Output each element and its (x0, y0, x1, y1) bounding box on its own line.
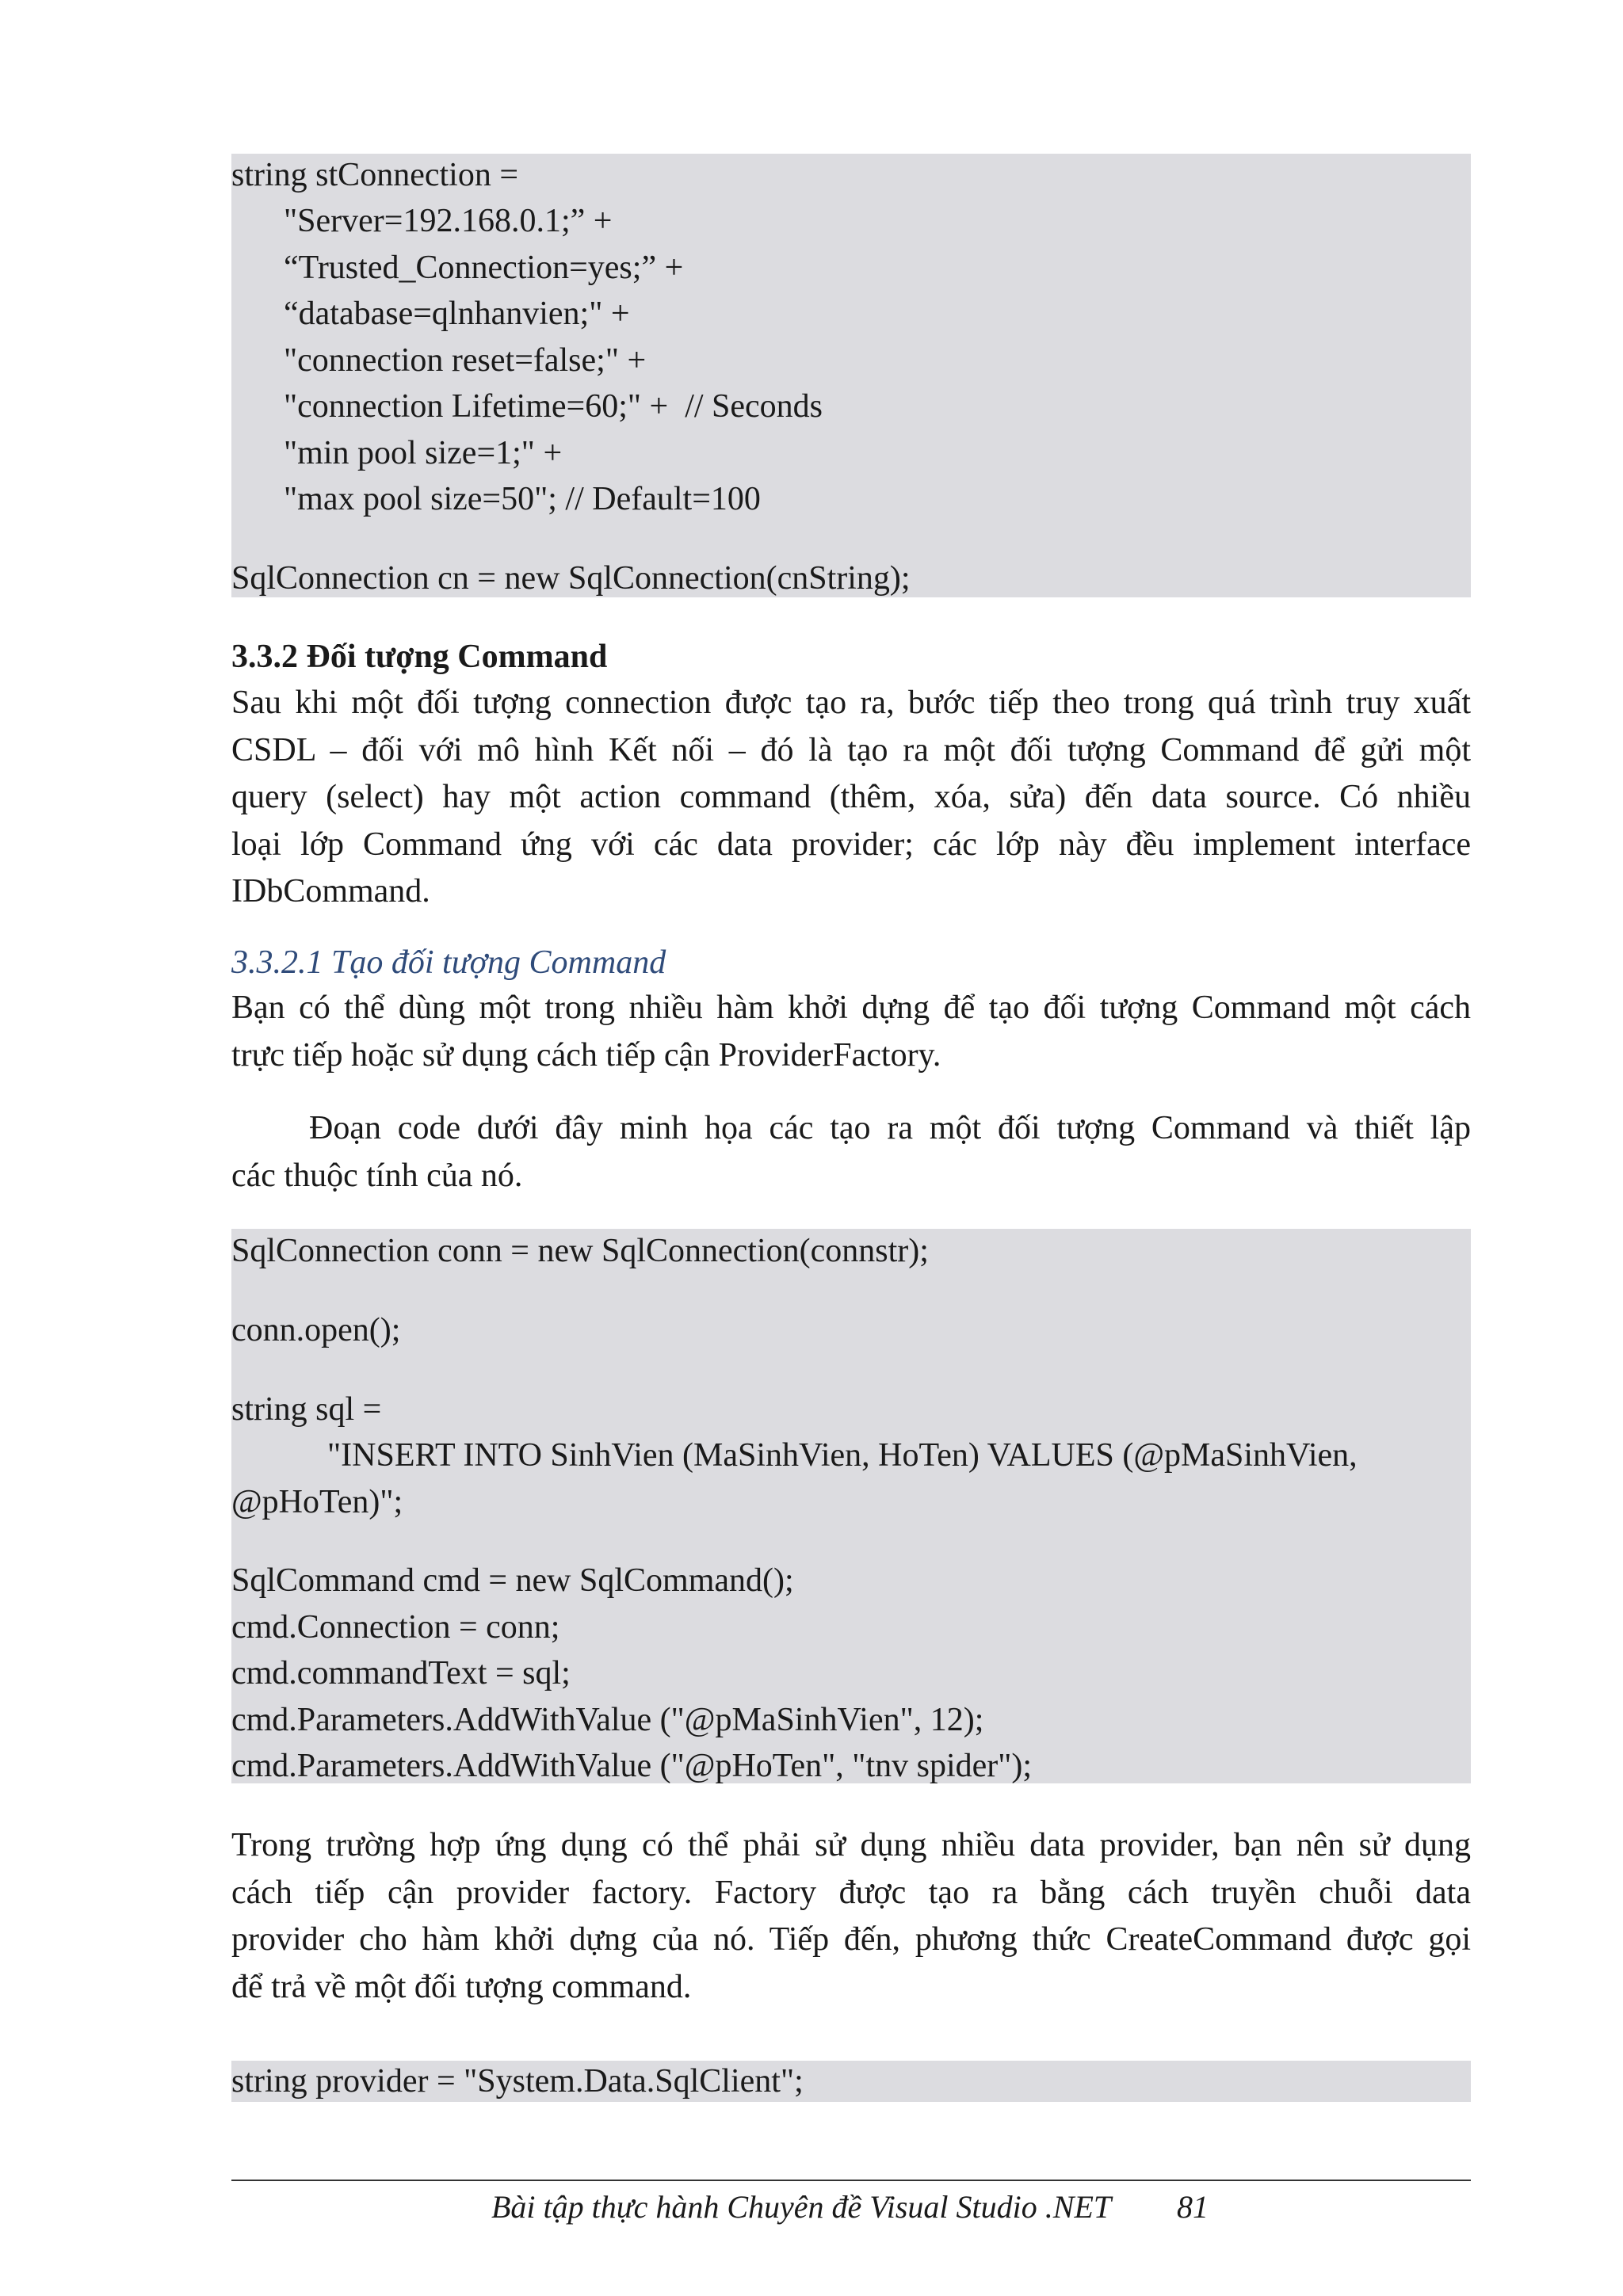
code-line: string provider = "System.Data.SqlClient"; (231, 2063, 804, 2100)
code-line: "connection reset=false;" + (284, 342, 647, 379)
page-number: 81 (1177, 2189, 1209, 2225)
code-line: "max pool size=50"; // Default=100 (284, 481, 761, 517)
paragraph-2 (231, 1105, 1471, 1199)
paragraph-line: Sau khi một đối tượng connection được tạo ra, bước tiếp theo trong quá trình truy xuất (231, 685, 1471, 721)
intro-paragraph (231, 680, 1471, 916)
code-line: cmd.Connection = conn; (231, 1609, 560, 1646)
code-line: string sql = (231, 1391, 382, 1428)
paragraph-line: provider cho hàm khởi dựng của nó. Tiếp đến, phương thức CreateCommand được gọi (231, 1921, 1471, 1958)
paragraph-line: loại lớp Command ứng với các data provider; các lớp này đều implement interface (231, 826, 1471, 863)
code-line: SqlConnection conn = new SqlConnection(connstr); (231, 1233, 929, 1269)
code-line: "connection Lifetime=60;" + // Seconds (284, 388, 823, 425)
paragraph-line: Trong trường hợp ứng dụng có thể phải sử dụng nhiều data provider, bạn nên sử dụng (231, 1827, 1471, 1863)
code-line: SqlCommand cmd = new SqlCommand(); (231, 1562, 794, 1599)
paragraph-line: Bạn có thể dùng một trong nhiều hàm khởi dựng để tạo đối tượng Command một cách (231, 990, 1471, 1026)
code-line: cmd.commandText = sql; (231, 1655, 571, 1691)
code-line: conn.open(); (231, 1312, 401, 1348)
subsection-heading: 3.3.2.1 Tạo đối tượng Command (231, 944, 666, 981)
code-line: cmd.Parameters.AddWithValue ("@pMaSinhVien", 12); (231, 1702, 984, 1738)
paragraph-line: để trả về một đối tượng command. (231, 1968, 692, 2005)
section-heading: 3.3.2 Đối tượng Command (231, 639, 608, 675)
code-line: "INSERT INTO SinhVien (MaSinhVien, HoTen) VALUES (@pMaSinhVien, (327, 1437, 1358, 1474)
paragraph-line: CSDL – đối với mô hình Kết nối – đó là tạo ra một đối tượng Command để gửi một (231, 731, 1471, 769)
code-line: string stConnection = (231, 157, 519, 193)
code-line: “database=qlnhanvien;" + (284, 296, 630, 332)
paragraph-line: Đoạn code dưới đây minh họa các tạo ra một đối tượng Command và thiết lập (309, 1110, 1471, 1146)
paragraph-1 (231, 985, 1471, 1079)
paragraph-line: trực tiếp hoặc sử dụng cách tiếp cận ProviderFactory. (231, 1036, 941, 1074)
code-line: “Trusted_Connection=yes;” + (284, 250, 684, 286)
paragraph-line: query (select) hay một action command (thêm, xóa, sửa) đến data source. Có nhiều (231, 779, 1471, 815)
code-line: SqlConnection cn = new SqlConnection(cnString); (231, 560, 911, 597)
paragraph-line: cách tiếp cận provider factory. Factory được tạo ra bằng cách truyền chuỗi data (231, 1874, 1471, 1911)
paragraph-3 (231, 1822, 1471, 2011)
code-line: "min pool size=1;" + (284, 435, 563, 471)
footer-title: Bài tập thực hành Chuyên đề Visual Studio .NET (491, 2189, 1112, 2225)
paragraph-line: các thuộc tính của nó. (231, 1157, 523, 1194)
code-line: cmd.Parameters.AddWithValue ("@pHoTen", "tnv spider"); (231, 1748, 1033, 1784)
code-line: @pHoTen)"; (231, 1484, 403, 1520)
paragraph-line: IDbCommand. (231, 873, 430, 910)
code-line: "Server=192.168.0.1;” + (284, 203, 613, 239)
footer-divider (231, 2180, 1471, 2181)
